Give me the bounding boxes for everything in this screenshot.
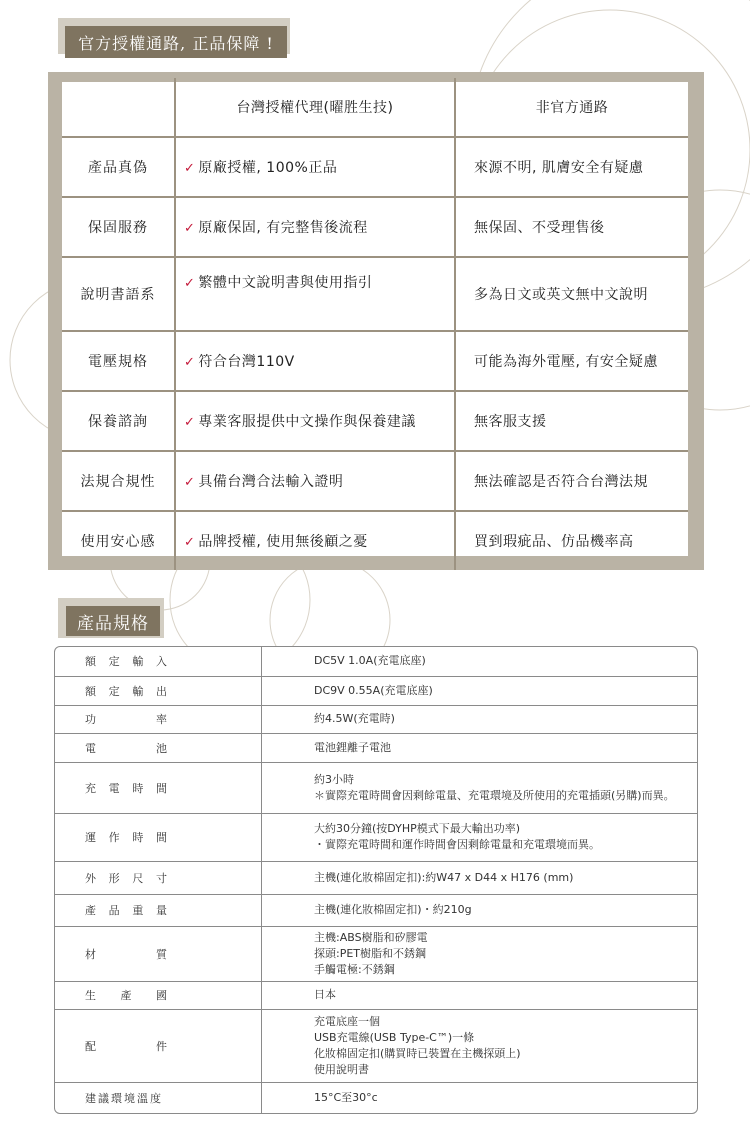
spec-value-line: DC5V 1.0A(充電底座) bbox=[314, 654, 426, 668]
spec-value-line: 約3小時 bbox=[314, 772, 354, 786]
spec-label-text: 充 電 時 間 bbox=[85, 781, 167, 795]
spec-label-text: 材 質 bbox=[85, 947, 167, 961]
product-spec-banner: 產品規格 bbox=[66, 606, 160, 636]
official-cell bbox=[175, 331, 455, 391]
unofficial-cell: 來源不明, 肌膚安全有疑慮 bbox=[455, 137, 688, 197]
comparison-row bbox=[62, 331, 688, 391]
official-text: 繁體中文說明書與使用指引 bbox=[198, 275, 373, 291]
row-label: 說明書語系 bbox=[62, 257, 175, 331]
spec-value-line: 大約30分鐘(按DYHP模式下最大輸出功率) bbox=[314, 822, 521, 835]
spec-label bbox=[55, 705, 262, 733]
row-label: 產品真偽 bbox=[62, 137, 175, 197]
official-text: 符合台灣110V bbox=[198, 354, 295, 370]
spec-value bbox=[262, 1082, 698, 1113]
spec-value-line: 手觸電極:不銹鋼 bbox=[314, 962, 395, 976]
authorized-channel-banner: 官方授權通路, 正品保障 ! bbox=[65, 26, 287, 58]
spec-value bbox=[262, 813, 698, 861]
spec-row bbox=[55, 705, 697, 733]
row-label: 使用安心感 bbox=[80, 534, 156, 550]
spec-value bbox=[262, 705, 698, 733]
check-icon: ✓ bbox=[184, 415, 196, 430]
spec-row bbox=[55, 981, 697, 1009]
spec-value bbox=[262, 1009, 698, 1082]
official-cell bbox=[175, 257, 455, 331]
spec-value-line: 電池鋰離子電池 bbox=[314, 740, 391, 754]
spec-label-text: 電 池 bbox=[85, 741, 167, 755]
spec-value-line: 主機(連化妝棉固定扣)・約210g bbox=[314, 903, 472, 916]
spec-label bbox=[55, 733, 262, 762]
spec-value bbox=[262, 733, 698, 762]
spec-table bbox=[55, 647, 697, 1113]
spec-row bbox=[55, 926, 697, 981]
spec-row bbox=[55, 1009, 697, 1082]
official-text: 原廠保固, 有完整售後流程 bbox=[198, 220, 368, 236]
comparison-table bbox=[62, 78, 688, 570]
unofficial-cell: 無法確認是否符合台灣法規 bbox=[455, 451, 688, 511]
spec-label bbox=[55, 981, 262, 1009]
spec-value-line: ・實際充電時間和運作時間會因剩餘電量和充電環境而異。 bbox=[314, 838, 600, 851]
comparison-row bbox=[62, 197, 688, 257]
spec-label-text: 額 定 輸 入 bbox=[85, 655, 167, 669]
spec-value-line: USB充電線(USB Type-C™)一條 bbox=[314, 1030, 475, 1044]
spec-label bbox=[55, 676, 262, 705]
spec-label-text: 產 品 重 量 bbox=[85, 904, 167, 917]
row-label: 電壓規格 bbox=[62, 331, 175, 391]
spec-label-text: 配 件 bbox=[85, 1039, 167, 1053]
spec-row bbox=[55, 861, 697, 894]
check-icon: ✓ bbox=[184, 535, 196, 550]
spec-label bbox=[55, 1082, 262, 1113]
unofficial-cell: 無保固、不受理售後 bbox=[455, 197, 688, 257]
official-cell bbox=[175, 511, 455, 570]
official-text: 原廠授權, 100%正品 bbox=[198, 160, 338, 176]
official-cell bbox=[175, 451, 455, 511]
official-text: 品牌授權, 使用無後顧之憂 bbox=[198, 534, 368, 550]
spec-value bbox=[262, 762, 698, 813]
spec-row bbox=[55, 1082, 697, 1113]
spec-value-line: 使用說明書 bbox=[314, 1062, 369, 1076]
unofficial-cell: 買到瑕疵品、仿品機率高 bbox=[474, 534, 634, 550]
spec-row bbox=[55, 733, 697, 762]
check-icon: ✓ bbox=[184, 276, 196, 291]
spec-label bbox=[55, 926, 262, 981]
comparison-row bbox=[62, 391, 688, 451]
spec-value bbox=[262, 861, 698, 894]
spec-row bbox=[55, 676, 697, 705]
spec-value-line: 主機:ABS樹脂和矽膠電 bbox=[314, 930, 428, 944]
spec-row bbox=[55, 894, 697, 926]
official-text: 具備台灣合法輸入證明 bbox=[198, 474, 344, 490]
comparison-row bbox=[62, 511, 688, 570]
official-cell bbox=[175, 391, 455, 451]
row-label: 法規合規性 bbox=[62, 451, 175, 511]
spec-label-text: 外 形 尺 寸 bbox=[85, 871, 167, 885]
spec-row bbox=[55, 647, 697, 676]
comparison-header-row bbox=[62, 78, 688, 137]
spec-value-line: 主機(連化妝棉固定扣):約W47 x D44 x H176 (mm) bbox=[314, 870, 574, 884]
unofficial-cell: 可能為海外電壓, 有安全疑慮 bbox=[455, 331, 688, 391]
check-icon: ✓ bbox=[184, 355, 196, 370]
header-empty bbox=[62, 78, 175, 137]
check-icon: ✓ bbox=[184, 161, 196, 176]
spec-label bbox=[55, 894, 262, 926]
spec-value bbox=[262, 926, 698, 981]
official-text: 專業客服提供中文操作與保養建議 bbox=[198, 414, 416, 430]
spec-label-text: 額 定 輸 出 bbox=[85, 684, 167, 698]
spec-value-line: 化妝棉固定扣(購買時已裝置在主機探頭上) bbox=[314, 1046, 521, 1060]
official-cell bbox=[175, 137, 455, 197]
spec-value-line: 日本 bbox=[314, 988, 336, 1001]
spec-value-line: 充電底座一個 bbox=[314, 1014, 380, 1028]
spec-value-line: 約4.5W(充電時) bbox=[314, 712, 395, 725]
spec-value-line: 15°C至30°c bbox=[314, 1090, 378, 1104]
unofficial-cell: 無客服支援 bbox=[455, 391, 688, 451]
check-icon: ✓ bbox=[184, 475, 196, 490]
spec-row bbox=[55, 813, 697, 861]
spec-value bbox=[262, 676, 698, 705]
spec-label bbox=[55, 647, 262, 676]
spec-label-text: 運 作 時 間 bbox=[85, 831, 167, 844]
comparison-row bbox=[62, 451, 688, 511]
spec-value bbox=[262, 647, 698, 676]
spec-label-text: 生 產 國 bbox=[85, 989, 167, 1002]
row-label: 保固服務 bbox=[62, 197, 175, 257]
spec-value-line: 探頭:PET樹脂和不銹鋼 bbox=[314, 946, 427, 960]
spec-label bbox=[55, 762, 262, 813]
spec-value-line: DC9V 0.55A(充電底座) bbox=[314, 683, 433, 697]
spec-value bbox=[262, 981, 698, 1009]
spec-row bbox=[55, 762, 697, 813]
spec-table-frame bbox=[54, 646, 698, 1114]
spec-value bbox=[262, 894, 698, 926]
check-icon: ✓ bbox=[184, 221, 196, 236]
spec-label-text: 功 率 bbox=[85, 713, 167, 726]
spec-value-line: ＊實際充電時間會因剩餘電量、充電環境及所使用的充電插頭(另購)而異。 bbox=[314, 788, 675, 802]
row-label: 保養諮詢 bbox=[62, 391, 175, 451]
spec-label bbox=[55, 861, 262, 894]
spec-label bbox=[55, 1009, 262, 1082]
comparison-row bbox=[62, 257, 688, 331]
unofficial-cell: 多為日文或英文無中文說明 bbox=[455, 257, 688, 331]
comparison-row bbox=[62, 137, 688, 197]
header-official: 台灣授權代理(曜胜生技) bbox=[175, 78, 455, 137]
spec-label bbox=[55, 813, 262, 861]
header-unofficial: 非官方通路 bbox=[455, 78, 688, 137]
spec-label-text: 建 議 環 境 溫 度 bbox=[85, 1091, 163, 1105]
official-cell bbox=[175, 197, 455, 257]
